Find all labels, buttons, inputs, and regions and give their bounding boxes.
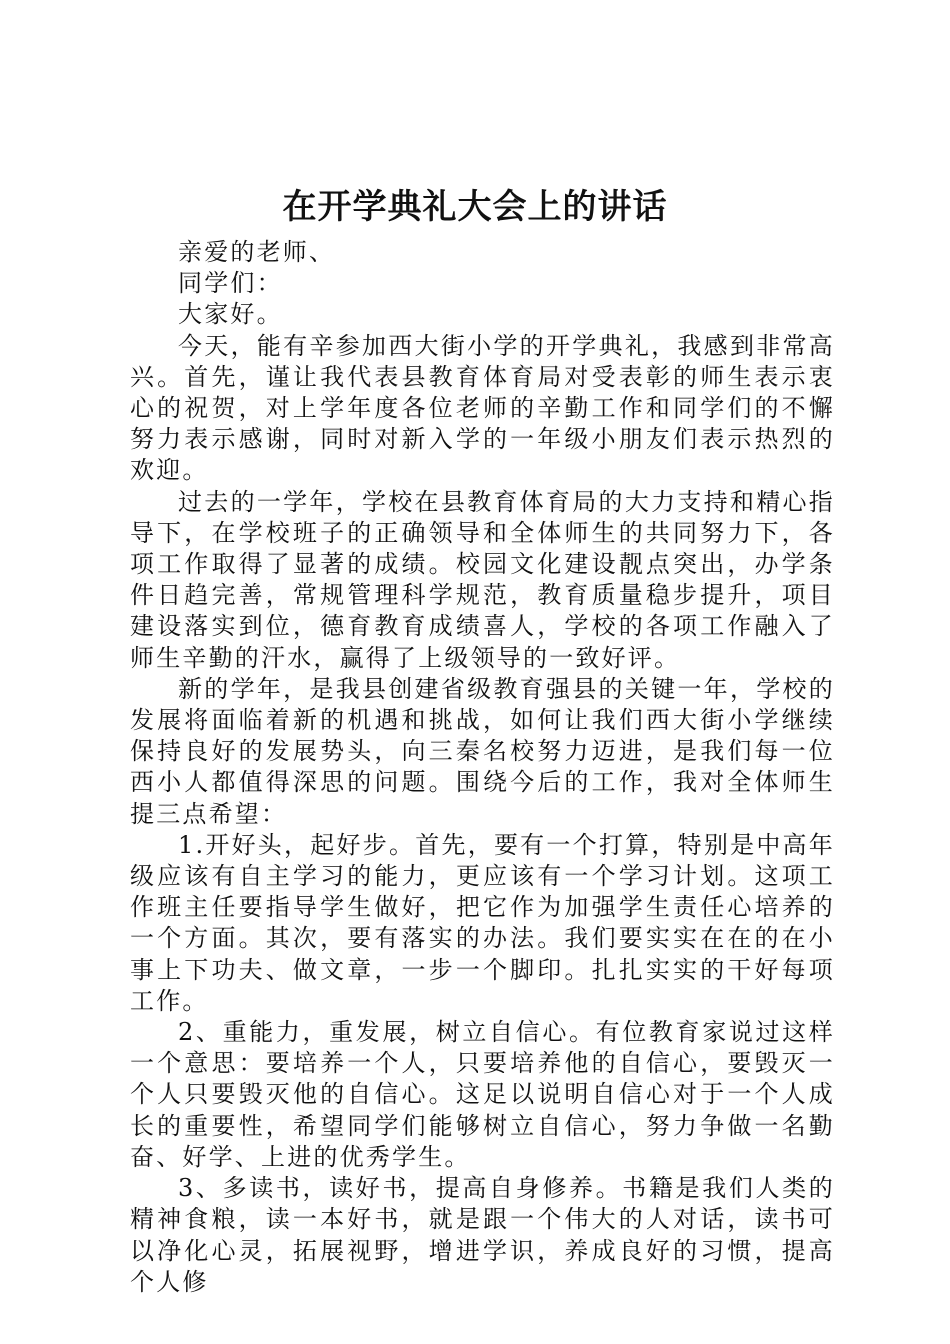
greeting-line: 大家好。 [178,300,283,329]
salutation-line: 同学们： [178,269,283,298]
paragraph-hope-2: 2、重能力，重发展，树立自信心。有位教育家说过这样一个意思：要培养一个人，只要培养他的自信心，要毁灭一个人只要毁灭他的自信心。这足以说明自信心对于一个人成长的重要性，希望同学们能够树立自信心，努力争做一名勤奋、好学、上进的优秀学生。 [130,1018,835,1171]
document-body [130,237,835,1298]
paragraph-past-year: 过去的一学年，学校在县教育体育局的大力支持和精心指导下，在学校班子的正确领导和全体师生的共同努力下，各项工作取得了显著的成绩。校园文化建设靓点突出，办学条件日趋完善，常规管理科学规范，教育质量稳步提升，项目建设落实到位，德育教育成绩喜人，学校的各项工作融入了师生辛勤的汗水，赢得了上级领导的一致好评。 [130,487,835,672]
paragraph-new-year: 新的学年，是我县创建省级教育强县的关键一年，学校的发展将面临着新的机遇和挑战，如何让我们西大街小学继续保持良好的发展势头，向三秦名校努力迈进，是我们每一位西小人都值得深思的问题。围绕今后的工作，我对全体师生提三点希望： [130,674,835,828]
salutation-line: 亲爱的老师、 [178,238,336,266]
paragraph-intro: 今天，能有辛参加西大街小学的开学典礼，我感到非常高兴。首先，谨让我代表县教育体育局对受表彰的师生表示衷心的祝贺，对上学年度各位老师的辛勤工作和同学们的不懈努力表示感谢，同时对新入学的一年级小朋友们表示热烈的欢迎。 [130,331,835,485]
paragraph-hope-3: 3、多读书，读好书，提高自身修养。书籍是我们人类的精神食粮，读一本好书，就是跟一个伟大的人对话，读书可以净化心灵，拓展视野，增进学识，养成良好的习惯，提高个人修 [130,1174,835,1296]
document-title: 在开学典礼大会上的讲话 [282,187,668,227]
paragraph-hope-1: 1.开好头，起好步。首先，要有一个打算，特别是中高年级应该有自主学习的能力，更应该有一个学习计划。这项工作班主任要指导学生做好，把它作为加强学生责任心培养的一个方面。其次，要有落实的办法。我们要实实在在的在小事上下功夫、做文章，一步一个脚印。扎扎实实的干好每项工作。 [130,830,835,1015]
